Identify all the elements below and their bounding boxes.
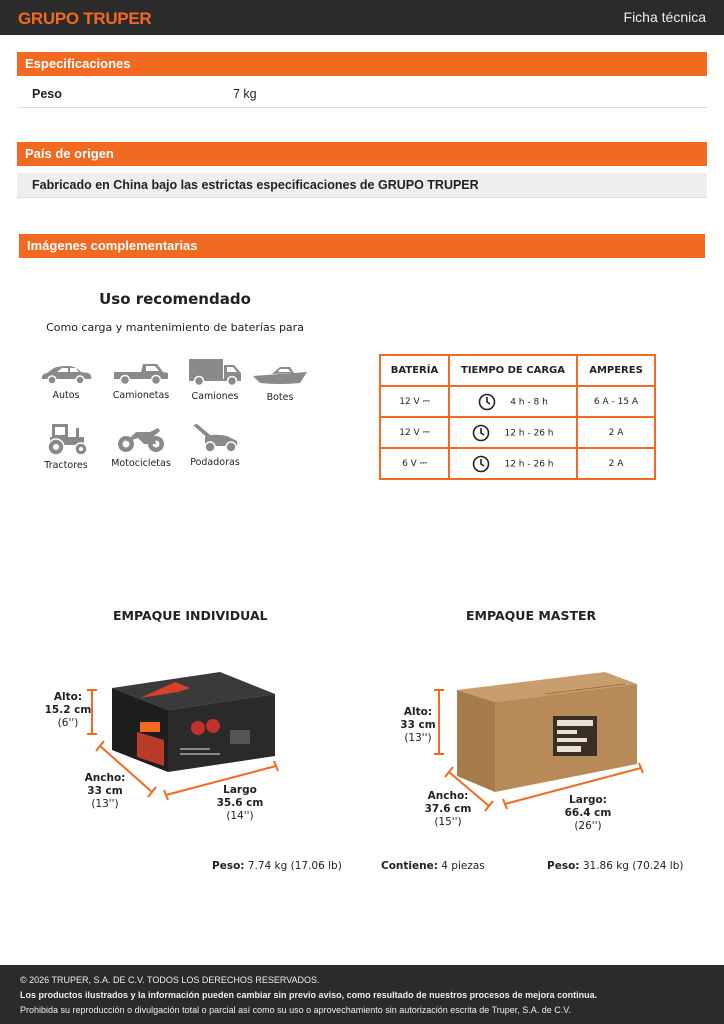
lawn-mower-icon xyxy=(189,423,241,453)
spec-row-weight xyxy=(17,82,707,108)
time-cell xyxy=(449,386,577,417)
pickup-truck-icon xyxy=(111,360,171,386)
vehicle-label: Camiones xyxy=(191,391,239,402)
spec-label: Peso xyxy=(32,87,62,101)
table-row xyxy=(380,417,655,448)
time-cell xyxy=(449,448,577,479)
section-images-title: Imágenes complementarias xyxy=(19,234,705,258)
master-length-label: Largo: 66.4 cm (26'') xyxy=(564,794,612,832)
footer-copyright: © 2026 TRUPER, S.A. DE C.V. TODOS LOS DERECHOS RESERVADOS. xyxy=(20,975,320,985)
battery-cell: 12 V ⎓ xyxy=(380,417,449,448)
table-header: AMPERES xyxy=(577,355,655,386)
table-row xyxy=(380,448,655,479)
origin-text: Fabricado en China bajo las estrictas especificaciones de GRUPO TRUPER xyxy=(17,173,707,198)
boat-icon xyxy=(250,364,310,386)
amperes-cell: 2 A xyxy=(577,417,655,448)
section-origin-title: País de origen xyxy=(17,142,707,166)
table-header: BATERÍA xyxy=(380,355,449,386)
table-header-row xyxy=(380,355,655,386)
footer xyxy=(0,965,724,1024)
individual-package-title: EMPAQUE INDIVIDUAL xyxy=(113,608,268,623)
time-value: 4 h - 8 h xyxy=(510,397,548,407)
master-height-label: Alto: 33 cm (13'') xyxy=(400,706,436,744)
vehicle-autos xyxy=(31,362,101,401)
uso-recomendado-subtitle: Como carga y mantenimiento de baterías para xyxy=(46,321,304,334)
section-specs-title: Especificaciones xyxy=(17,52,707,76)
battery-cell: 12 V ⎓ xyxy=(380,386,449,417)
vehicle-tractores xyxy=(31,422,101,471)
amperes-cell: 2 A xyxy=(577,448,655,479)
master-weight: Peso: 31.86 kg (70.24 lb) xyxy=(547,860,684,872)
table-row xyxy=(380,386,655,417)
time-value: 12 h - 26 h xyxy=(504,459,554,469)
vehicle-label: Podadoras xyxy=(190,457,240,468)
brand-logo: GRUPO TRUPER xyxy=(18,9,152,28)
master-width-label: Ancho: 37.6 cm (15'') xyxy=(424,790,472,828)
vehicle-camiones xyxy=(180,357,250,402)
individual-width-label: Ancho: 33 cm (13'') xyxy=(84,772,126,810)
individual-length-label: Largo 35.6 cm (14'') xyxy=(216,784,264,822)
clock-icon xyxy=(472,424,490,442)
vehicle-podadoras xyxy=(180,423,250,468)
amperes-cell: 6 A - 15 A xyxy=(577,386,655,417)
vehicle-botes xyxy=(245,364,315,403)
clock-icon xyxy=(478,393,496,411)
charge-time-table xyxy=(379,354,656,480)
individual-weight: Peso: 7.74 kg (17.06 lb) xyxy=(212,860,342,872)
time-value: 12 h - 26 h xyxy=(504,428,554,438)
footer-disclaimer: Los productos ilustrados y la información pueden cambiar sin previo aviso, como resultado de nuestros procesos de mejora continua. xyxy=(20,990,598,1000)
vehicle-camionetas xyxy=(106,360,176,401)
master-package-title: EMPAQUE MASTER xyxy=(466,608,597,623)
master-contents: Contiene: 4 piezas xyxy=(381,860,485,872)
top-bar xyxy=(0,0,724,35)
vehicle-label: Motocicletas xyxy=(111,458,171,469)
vehicle-label: Camionetas xyxy=(112,390,170,401)
individual-height-label: Alto: 15.2 cm (6'') xyxy=(44,691,92,729)
uso-recomendado-title: Uso recomendado xyxy=(99,290,251,308)
motorcycle-icon xyxy=(116,424,166,454)
truck-icon xyxy=(187,357,243,387)
document-type: Ficha técnica xyxy=(623,9,706,25)
tractor-icon xyxy=(40,422,92,456)
time-cell xyxy=(449,417,577,448)
table-header: TIEMPO DE CARGA xyxy=(449,355,577,386)
vehicle-label: Botes xyxy=(266,392,294,403)
car-icon xyxy=(38,362,94,386)
battery-cell: 6 V ⎓ xyxy=(380,448,449,479)
vehicle-motocicletas xyxy=(106,424,176,469)
footer-legal: Prohibida su reproducción o divulgación total o parcial así como su uso o aprovechamiento sin autorización escrita de Truper, S.A. de C.V. xyxy=(20,1005,571,1015)
vehicle-label: Tractores xyxy=(44,460,88,471)
spec-value: 7 kg xyxy=(233,87,257,101)
clock-icon xyxy=(472,455,490,473)
vehicle-label: Autos xyxy=(52,390,80,401)
